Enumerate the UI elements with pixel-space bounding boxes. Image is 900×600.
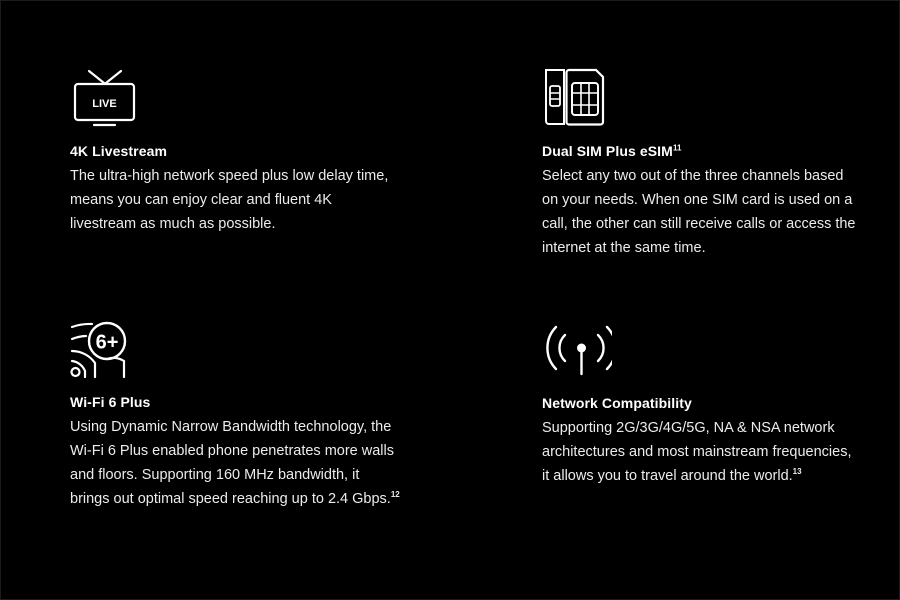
feature-dual-sim xyxy=(542,67,862,260)
live-label: LIVE xyxy=(92,98,117,110)
dual-sim-icon xyxy=(542,67,862,129)
feature-description: The ultra-high network speed plus low delay time, means you can enjoy clear and fluent 4K livestream as much as possible. xyxy=(70,168,389,232)
network-antenna-icon xyxy=(542,319,862,381)
feature-title: Dual SIM Plus eSIM$^{11}$ xyxy=(542,143,682,159)
wifi-6-plus-icon xyxy=(70,319,400,381)
wifi-6-label: 6+ xyxy=(95,331,119,354)
feature-title: 4K Livestream xyxy=(70,143,168,159)
feature-4k-livestream xyxy=(70,67,400,236)
feature-wifi-6-plus xyxy=(70,319,400,511)
feature-description: Select any two out of the three channels based on your needs. When one SIM card is used on a call, the other can still receive calls or access the internet at the same time. xyxy=(542,168,856,256)
feature-title: Wi-Fi 6 Plus xyxy=(70,394,151,410)
feature-description: Supporting 2G/3G/4G/5G, NA & NSA network architectures and most mainstream frequencies, it allows you to travel around the world.$^{13}$ xyxy=(542,420,852,484)
feature-description: Using Dynamic Narrow Bandwidth technology, the Wi-Fi 6 Plus enabled phone penetrates more walls and floors. Supporting 160 MHz bandwidth, it brings out optimal speed reaching up to 2.4 Gbps.$^{12}$ xyxy=(70,419,400,507)
feature-title: Network Compatibility xyxy=(542,395,692,411)
feature-network-compatibility xyxy=(542,319,862,488)
live-tv-icon xyxy=(70,67,400,129)
